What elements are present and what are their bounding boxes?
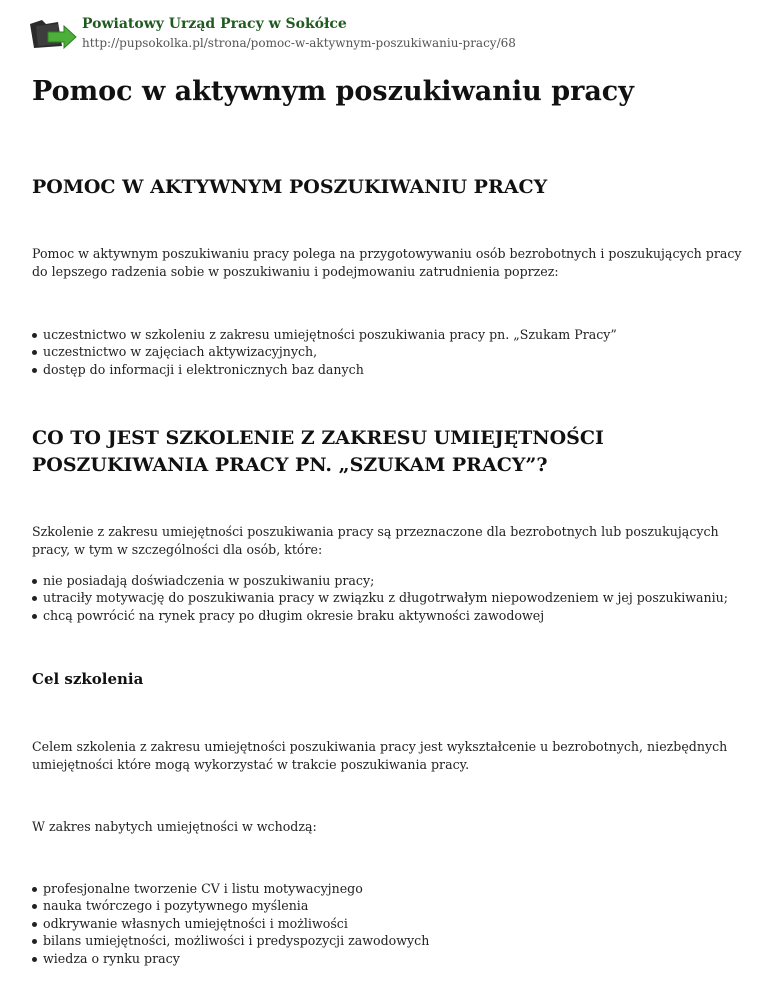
intro-list — [32, 326, 752, 378]
training-list — [32, 572, 752, 624]
training-heading: CO TO JEST SZKOLENIE Z ZAKRESU UMIEJĘTNOŚCI POSZUKIWANIA PRACY PN. „SZUKAM PRACY”? — [32, 427, 604, 476]
list-item: odkrywanie własnych umiejętności i możliwości — [32, 915, 752, 932]
skills-intro: W zakres nabytych umiejętności w wchodzą: — [32, 819, 317, 834]
folder-arrow-icon — [28, 16, 78, 50]
list-item: bilans umiejętności, możliwości i predyspozycji zawodowych — [32, 932, 752, 949]
page-title: Pomoc w aktywnym poszukiwaniu pracy — [32, 76, 634, 107]
list-item: nauka twórczego i pozytywnego myślenia — [32, 897, 752, 914]
site-header — [28, 14, 748, 54]
list-item: uczestnictwo w zajęciach aktywizacyjnych, — [32, 343, 752, 360]
page-url: http://pupsokolka.pl/strona/pomoc-w-aktywnym-poszukiwaniu-pracy/68 — [82, 36, 516, 50]
list-item: uczestnictwo w szkoleniu z zakresu umiejętności poszukiwania pracy pn. „Szukam Pracy” — [32, 326, 752, 343]
site-name[interactable]: Powiatowy Urząd Pracy w Sokółce — [82, 16, 347, 32]
skills-list — [32, 880, 752, 967]
list-item: profesjonalne tworzenie CV i listu motywacyjnego — [32, 880, 752, 897]
training-paragraph: Szkolenie z zakresu umiejętności poszukiwania pracy są przeznaczone dla bezrobotnych lub poszukujących pracy, w tym w szczególności dla osób, które: — [32, 524, 719, 557]
list-item: utraciły motywację do poszukiwania pracy w związku z długotrwałym niepowodzeniem w jej poszukiwaniu; — [32, 589, 752, 606]
list-item: dostęp do informacji i elektronicznych baz danych — [32, 361, 752, 378]
list-item: chcą powrócić na rynek pracy po długim okresie braku aktywności zawodowej — [32, 607, 752, 624]
list-item: nie posiadają doświadczenia w poszukiwaniu pracy; — [32, 572, 752, 589]
goal-heading: Cel szkolenia — [32, 670, 144, 688]
intro-heading: POMOC W AKTYWNYM POSZUKIWANIU PRACY — [32, 176, 548, 198]
list-item: wiedza o rynku pracy — [32, 950, 752, 967]
goal-paragraph: Celem szkolenia z zakresu umiejętności poszukiwania pracy jest wykształcenie u bezrobotnych, niezbędnych umiejętności które mogą wykorzystać w trakcie poszukiwania pracy. — [32, 739, 728, 772]
intro-paragraph: Pomoc w aktywnym poszukiwaniu pracy polega na przygotowywaniu osób bezrobotnych i poszukujących pracy do lepszego radzenia sobie w poszukiwaniu i podejmowaniu zatrudnienia poprzez: — [32, 246, 742, 279]
